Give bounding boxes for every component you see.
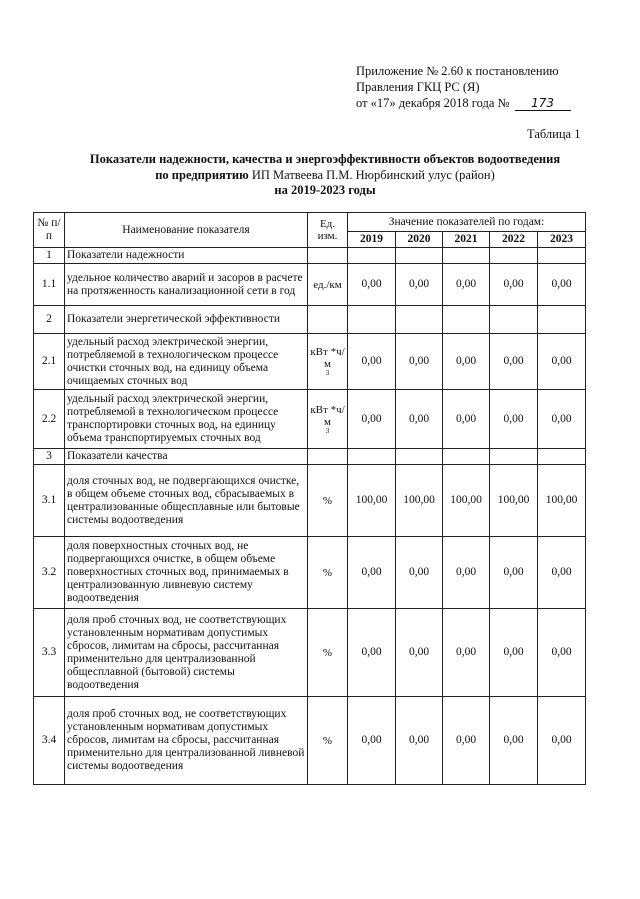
unit-main: кВт *ч/м xyxy=(310,403,345,428)
table-row xyxy=(34,609,586,697)
row-name: доля проб сточных вод, не соответствующих установленным нормативам допустимых сбросов, лимитам на сбросы, рассчитанная применительно для централизованной общесплавной (бытовой) системы водоотведения xyxy=(65,609,308,697)
document-title xyxy=(40,152,610,199)
row-value: 0,00 xyxy=(348,609,396,697)
row-num: 3.2 xyxy=(34,537,65,609)
row-name: доля проб сточных вод, не соответствующих установленным нормативам допустимых сбросов, лимитам на сбросы, рассчитанная применительно для централизованной ливневой системы водоотведения xyxy=(65,697,308,785)
document-header xyxy=(356,63,571,111)
row-value: 100,00 xyxy=(443,465,490,537)
row-unit: ед./км xyxy=(308,264,348,306)
row-value: 0,00 xyxy=(490,697,538,785)
table-row xyxy=(34,537,586,609)
table-row xyxy=(34,334,586,390)
row-value: 100,00 xyxy=(348,465,396,537)
table-row xyxy=(34,697,586,785)
header-year: 2021 xyxy=(443,232,490,248)
row-num: 3.1 xyxy=(34,465,65,537)
row-value: 0,00 xyxy=(538,537,586,609)
row-num: 1.1 xyxy=(34,264,65,306)
row-num: 2.2 xyxy=(34,390,65,449)
header-line-1: Приложение № 2.60 к постановлению xyxy=(356,64,559,78)
row-name: доля сточных вод, не подвергающихся очистке, в общем объеме сточных вод, сбрасываемых в централизованные общесплавные или бытовые системы водоотведения xyxy=(65,465,308,537)
header-year: 2020 xyxy=(396,232,443,248)
row-value: 0,00 xyxy=(348,697,396,785)
row-value: 0,00 xyxy=(538,697,586,785)
row-num: 3.3 xyxy=(34,609,65,697)
row-value: 0,00 xyxy=(538,609,586,697)
section-num: 1 xyxy=(34,248,65,264)
row-value: 0,00 xyxy=(443,609,490,697)
row-name: удельное количество аварий и засоров в расчете на протяженность канализационной сети в год xyxy=(65,264,308,306)
unit-main: кВт *ч/м xyxy=(310,346,345,370)
row-value: 0,00 xyxy=(396,264,443,306)
row-value: 0,00 xyxy=(348,264,396,306)
unit-superscript: 3 xyxy=(325,426,330,435)
row-value: 0,00 xyxy=(490,537,538,609)
header-values-group: Значение показателей по годам: xyxy=(348,213,586,232)
row-num: 3.4 xyxy=(34,697,65,785)
header-line-2: Правления ГКЦ РС (Я) xyxy=(356,80,480,94)
header-name: Наименование показателя xyxy=(65,213,308,248)
header-date-text: от «17» декабря 2018 года № xyxy=(356,96,510,110)
section-row xyxy=(34,449,586,465)
row-value: 100,00 xyxy=(490,465,538,537)
row-value: 100,00 xyxy=(538,465,586,537)
row-unit: % xyxy=(308,465,348,537)
row-value: 100,00 xyxy=(396,465,443,537)
title-prefix: по предприятию xyxy=(155,167,249,182)
table-row xyxy=(34,390,586,449)
title-company: ИП Матвеева П.М. Нюрбинский улус (район) xyxy=(251,167,495,182)
row-num: 2.1 xyxy=(34,334,65,390)
row-value: 0,00 xyxy=(538,334,586,390)
header-line-3 xyxy=(356,95,571,111)
header-year: 2022 xyxy=(490,232,538,248)
row-value: 0,00 xyxy=(490,609,538,697)
section-num: 3 xyxy=(34,449,65,465)
section-num: 2 xyxy=(34,306,65,334)
table-row xyxy=(34,264,586,306)
row-unit: % xyxy=(308,537,348,609)
header-year: 2019 xyxy=(348,232,396,248)
row-unit: % xyxy=(308,609,348,697)
section-row xyxy=(34,306,586,334)
row-value: 0,00 xyxy=(538,264,586,306)
row-unit xyxy=(308,390,348,449)
row-value: 0,00 xyxy=(443,334,490,390)
row-value: 0,00 xyxy=(396,390,443,449)
row-name: доля поверхностных сточных вод, не подвергающихся очистке, в общем объеме поверхностных сточных вод, принимаемых в централизованную ливневую систему водоотведения xyxy=(65,537,308,609)
section-title: Показатели качества xyxy=(65,449,308,465)
section-row xyxy=(34,248,586,264)
row-value: 0,00 xyxy=(396,334,443,390)
table-label: Таблица 1 xyxy=(527,127,581,141)
section-title: Показатели энергетической эффективности xyxy=(65,306,308,334)
header-num: № п/п xyxy=(34,213,65,248)
row-value: 0,00 xyxy=(443,390,490,449)
row-value: 0,00 xyxy=(443,697,490,785)
row-value: 0,00 xyxy=(443,264,490,306)
row-name: удельный расход электрической энергии, потребляемой в технологическом процессе транспортировки сточных вод, на единицу объема транспортируемых сточных вод xyxy=(65,390,308,449)
title-line-3: на 2019-2023 годы xyxy=(274,183,376,197)
row-value: 0,00 xyxy=(538,390,586,449)
unit-superscript: 3 xyxy=(325,369,330,377)
row-value: 0,00 xyxy=(348,334,396,390)
row-unit xyxy=(308,334,348,390)
row-value: 0,00 xyxy=(490,390,538,449)
row-value: 0,00 xyxy=(396,697,443,785)
row-value: 0,00 xyxy=(396,537,443,609)
row-value: 0,00 xyxy=(443,537,490,609)
header-year: 2023 xyxy=(538,232,586,248)
row-value: 0,00 xyxy=(490,264,538,306)
indicators-table xyxy=(33,212,586,785)
row-value: 0,00 xyxy=(396,609,443,697)
table-row xyxy=(34,465,586,537)
row-name: удельный расход электрической энергии, потребляемой в технологическом процессе очистки сточных вод, на единицу объема очищаемых сточных вод xyxy=(65,334,308,390)
header-unit: Ед. изм. xyxy=(308,213,348,248)
row-value: 0,00 xyxy=(348,537,396,609)
title-line-1: Показатели надежности, качества и энергоэффективности объектов водоотведения xyxy=(89,152,561,166)
row-unit: % xyxy=(308,697,348,785)
row-value: 0,00 xyxy=(490,334,538,390)
handwritten-doc-number: 173 xyxy=(515,97,571,111)
row-value: 0,00 xyxy=(348,390,396,449)
title-line-2 xyxy=(40,168,610,184)
section-title: Показатели надежности xyxy=(65,248,308,264)
